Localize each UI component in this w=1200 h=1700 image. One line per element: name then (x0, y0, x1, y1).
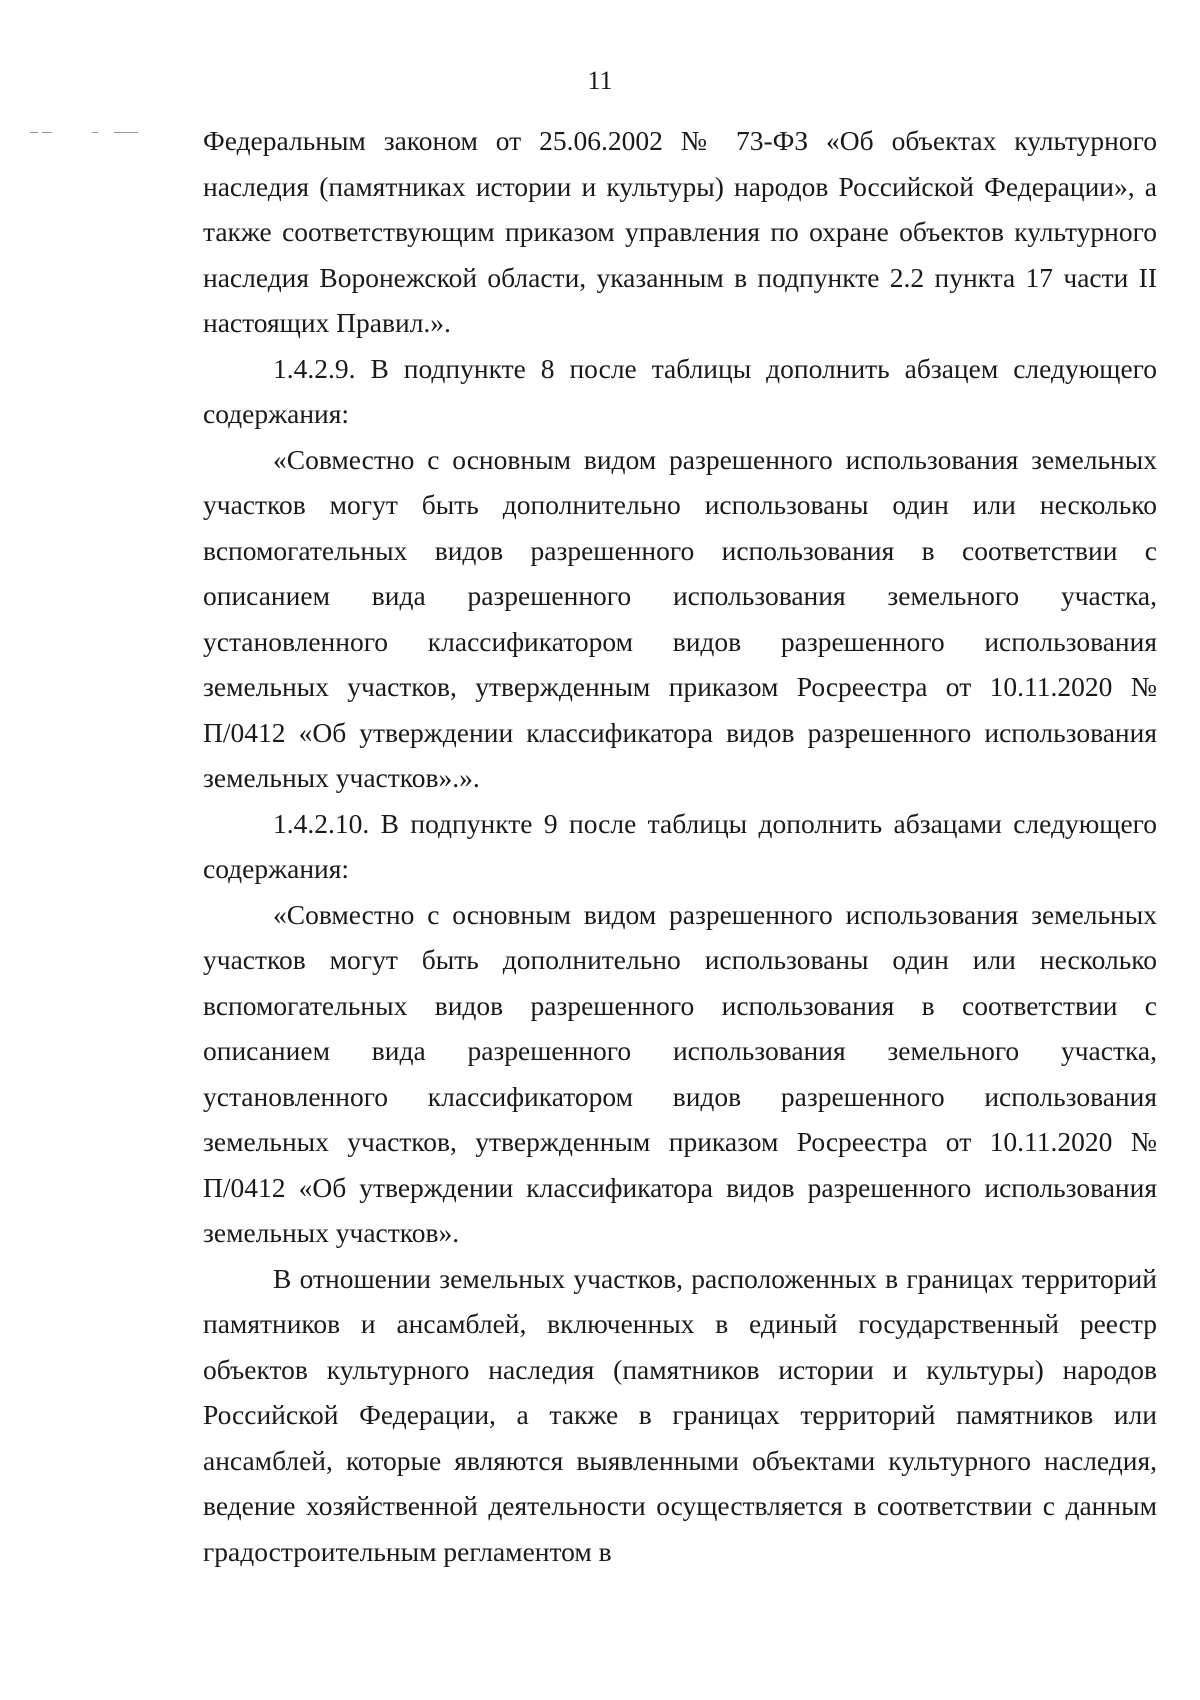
margin-scan-marks (30, 128, 160, 136)
document-body (203, 118, 1157, 1574)
page-number: 11 (587, 66, 613, 95)
paragraph-continuation: Федеральным законом от 25.06.2002 № 73-ФЗ «Об объектах культурного наследия (памятниках истории и культуры) народов Российской Федерации», а также соответствующим приказом управления по охране объектов культурного наследия Воронежской области, указанным в подпункте 2.2 пункта 17 части II настоящих Правил.». (203, 125, 1157, 338)
paragraph-quote-1: «Совместно с основным видом разрешенного использования земельных участков могут быть дополнительно использованы один или несколько вспомогательных видов разрешенного использования в соответствии с описанием вида разрешенного использования земельного участка, установленного классификатором видов разрешенного использования земельных участков, утвержденным приказом Росреестра от 10.11.2020 № П/0412 «Об утверждении классификатора видов разрешенного использования земельных участков».». (203, 443, 1157, 793)
paragraph-clause-1-4-2-10: 1.4.2.10. В подпункте 9 после таблицы дополнить абзацами следующего содержания: (203, 807, 1157, 884)
paragraph-heritage: В отношении земельных участков, расположенных в границах территорий памятников и ансамблей, включенных в единый государственный реестр объектов культурного наследия (памятников истории и культуры) народов Российской Федерации, а также в границах территорий памятников или ансамблей, которые являются выявленными объектами культурного наследия, ведение хозяйственной деятельности осуществляется в соответствии с данным градостроительным регламентом в (203, 1262, 1157, 1567)
paragraph-quote-2: «Совместно с основным видом разрешенного использования земельных участков могут быть дополнительно использованы один или несколько вспомогательных видов разрешенного использования в соответствии с описанием вида разрешенного использования земельного участка, установленного классификатором видов разрешенного использования земельных участков, утвержденным приказом Росреестра от 10.11.2020 № П/0412 «Об утверждении классификатора видов разрешенного использования земельных участков». (203, 898, 1157, 1248)
paragraph-clause-1-4-2-9: 1.4.2.9. В подпункте 8 после таблицы дополнить абзацем следующего содержания: (203, 352, 1157, 429)
